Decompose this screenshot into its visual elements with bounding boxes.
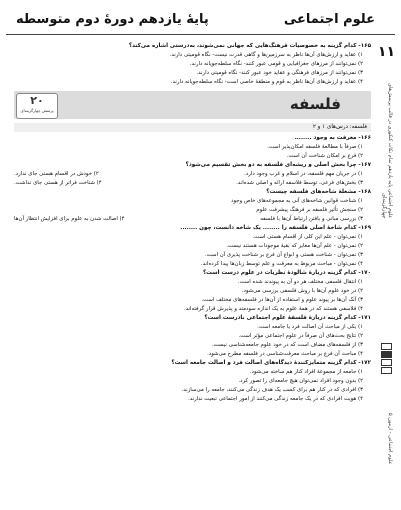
question-172-stem: ۱۷۲- کدام گزینه متمایزکنندهٔ دیدگاه‌های اصالت فرد و اصالت جامعه است؟ (171, 360, 371, 366)
option[interactable]: ۴) هویت افرادی که در یک جامعه زندگی می‌کنند از امور اجتماعی تبعیت ندارند. (188, 396, 363, 402)
question-count-badge (16, 93, 58, 119)
option[interactable]: ۳) آنک آن‌ها بر پیوند علوم و استفاده از آن‌ها در فلسفه‌های مختلف است. (201, 297, 363, 303)
header-subject: علوم اجتماعی (283, 12, 375, 27)
option[interactable]: ۱) صرفاً با مطالعهٔ فلسفه امکان‌پذیر است. (267, 144, 363, 150)
question-166-stem: ۱۶۶- معرفت به وجود ........ (294, 135, 371, 141)
option[interactable]: ۴) مباحث آن فرع بر مباحث معرفت‌شناسی در فلسفه مطرح می‌شود. (207, 351, 363, 357)
option[interactable]: ۲) نتایج بحث‌های آن صرفاً در علوم اجتماعی مؤثر است. (238, 333, 363, 339)
question-171-stem: ۱۷۱- کدام گزینه دربارهٔ فلسفهٔ علوم اجتماعی نادرست است؟ (204, 315, 371, 321)
header-grade: پایهٔ یازدهم دورهٔ دوم متوسطه (16, 12, 209, 27)
option[interactable]: ۲) نمی‌توانند از مرزهای جغرافیایی و قومی عبور کنند- نگاه سلطه‌جویانه دارند. (189, 61, 363, 67)
option[interactable]: ۱) جامعه از مجموعهٔ افراد کنار هم ساخته می‌شود. (249, 369, 363, 375)
option[interactable]: ۲) سنجش تأثیر فلسفه بر فرهنگ پیشرفت علوم (256, 207, 363, 213)
option[interactable]: ۲) فرع بر امکان شناخت آن است. (286, 153, 363, 159)
option[interactable]: ۳) نمی‌توانند از مرزهای فرهنگی و عقاید خود عبور کنند- نگاه قومیتی دارند. (196, 70, 363, 76)
option[interactable]: ۴) شناخت فراتر از هستی جای نداشت. (14, 180, 102, 186)
option[interactable]: ۴) اصالت شدن به علوم برای افزایش انتظار آن‌ها (14, 216, 125, 222)
option-row (14, 206, 371, 215)
option[interactable]: ۲) خودش در اقسام هستی جای ندارد. (14, 171, 99, 177)
option-row (14, 179, 371, 188)
header-rule (6, 34, 395, 35)
option[interactable]: ۱) یکی از مباحث آن اصالت فرد یا جامعه است. (257, 324, 363, 330)
option[interactable]: ۴) فلاسفی هستند که در همهٔ علوم به یک اندازه سودمند و پذیرش قرار گرفته‌اند. (183, 306, 363, 312)
option[interactable]: ۳) بخش‌های فرعی، توسط فلاسفه ارائه و اصلی شده‌اند. (236, 180, 363, 186)
page-number: ۱۱ (377, 44, 395, 60)
option-row (14, 215, 371, 224)
section-heading: فلسفه: درس‌های ۱ و ۲ (14, 123, 371, 132)
question-168-stem: ۱۶۸- مشغلهٔ شاخه‌های فلسفه چیست؟ (266, 189, 371, 195)
option-row (14, 197, 371, 206)
option-row (14, 170, 371, 179)
option[interactable]: ۲) بدون وجود افراد نمی‌توان هیچ جامعه‌ای را تصور کرد. (238, 378, 363, 384)
option[interactable]: ۴) نمی‌توان - مباحث مربوط به معرفت و علم توسط زبان‌ها پیدا کرده‌اند. (200, 261, 363, 267)
badge-subtitle: پرسش چهارگزینه‌ای (20, 108, 54, 113)
section-banner (14, 91, 371, 119)
option[interactable]: ۲) نمی‌توان - علم آن‌ها مغایر که بقیهٔ موجودات هستند نیست. (226, 243, 363, 249)
badge-number: ۲۰ (30, 94, 44, 107)
question-170-stem: ۱۷۰- کدام گزینه دربارهٔ شالودهٔ نظریات در علوم درست است؟ (202, 270, 371, 276)
option[interactable]: ۱) عقاید و ارزش‌های آن‌ها ناظر به سرزمین‌ها و گاهی قدرت نیست- نگاه قومیتی دارند. (169, 52, 363, 58)
option[interactable]: ۳) نمی‌توان - شناخت هستی و انواع آن فرع بر شناخت پذیری آن است. (205, 252, 363, 258)
banner-title: فلسفه (289, 95, 341, 113)
option[interactable]: ۳) از فلسفه‌های مضاف است که در خود علوم جامعه‌شناسی نیست. (211, 342, 363, 348)
option[interactable]: ۲) در خود علوم آن‌ها با روش فلسفی بررسی می‌شود. (241, 288, 363, 294)
page (6, 6, 395, 504)
question-169-stem: ۱۶۹- کدام شاخهٔ اصلی فلسفه را ........ یک شاخه دانست، چون ........ (180, 225, 371, 231)
option[interactable]: ۴) عقاید و ارزش‌های آن‌ها ناظر به قوم و منطقهٔ خاصی است- نگاه سلطه‌جویانه دارند. (170, 79, 363, 85)
side-text: علوم اجتماعی پایه یازدهم تمام نکات کنکوری در قالب پرسش‌های چهارگزینه‌ای (381, 82, 393, 218)
question-167-stem: ۱۶۷- چرا بخش اصلی و ریشه‌ای فلسفه به دو بخش تقسیم می‌شود؟ (185, 162, 371, 168)
bottom-side-text: علوم اجتماعی - آزمون ۵ (387, 412, 393, 464)
page-header (6, 6, 395, 36)
question-165-stem: ۱۶۵- کدام گزینه به خصوصیات فرهنگ‌هایی که جهانی نمی‌شوند، به‌درستی اشاره می‌کند؟ (128, 43, 371, 49)
option[interactable]: ۱) نمی‌توان - علم این کلی از اقسام هستی است. (252, 234, 363, 240)
option[interactable]: ۱) در جریان مهم فلسفه، در اسلام و غرب وجود دارد. (244, 171, 363, 177)
option[interactable]: ۳) افرادی که در کنار هم برای کسب یک هدف زندگی می‌کنند، جامعه را می‌سازند. (181, 387, 363, 393)
content (14, 42, 371, 504)
option[interactable]: ۳) بررسی مبانی و بافتن ارتباط آن‌ها با فلسفه (260, 216, 363, 222)
option[interactable]: ۱) انتقال فلسفی مختلف هر دو آن به پیوندند شده است. (237, 279, 363, 285)
option[interactable]: ۱) شناخت قوانین شاخه‌های آنی به مجموعه‌های خاص وجود (231, 198, 363, 204)
